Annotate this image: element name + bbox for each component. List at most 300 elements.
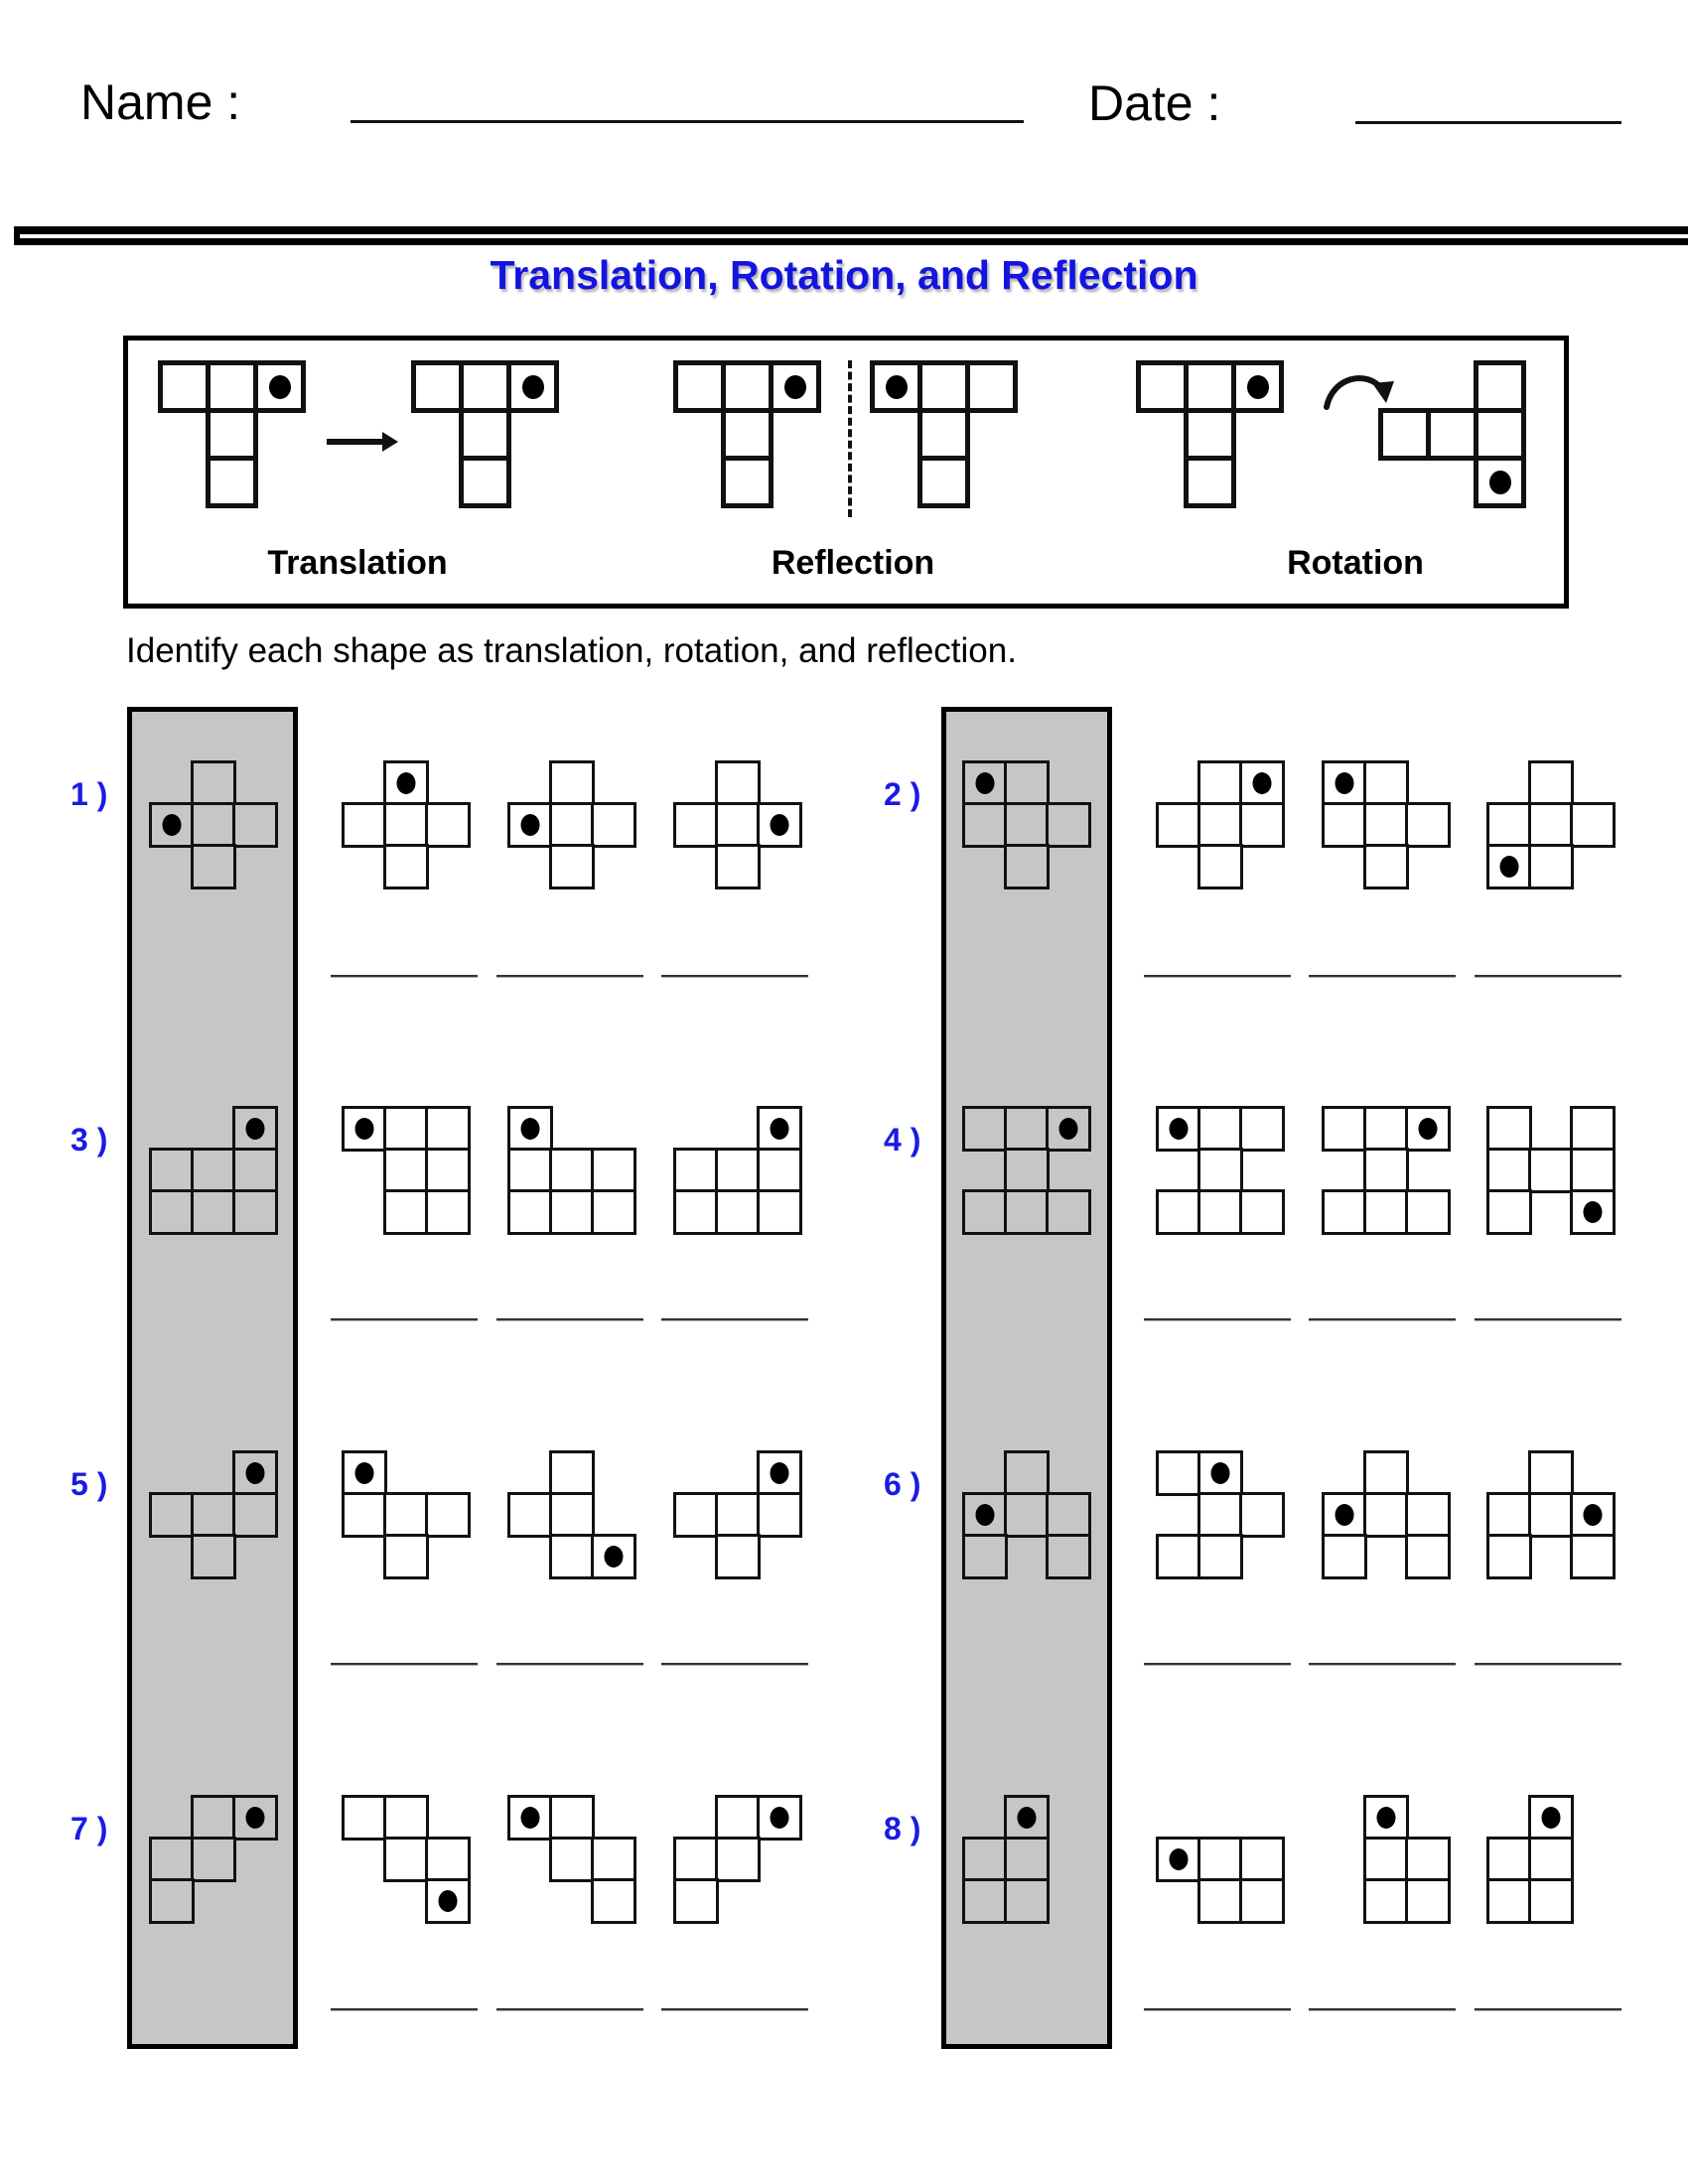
grid-cell	[1488, 1839, 1530, 1880]
grid-cell	[509, 1108, 551, 1150]
grid-cell	[1158, 1108, 1199, 1150]
grid-cell	[1199, 804, 1241, 846]
grid-cell	[385, 1536, 427, 1577]
grid-cell	[509, 1494, 551, 1536]
grid-cell	[234, 1494, 276, 1536]
marker-dot-icon	[1419, 1118, 1438, 1140]
marker-dot-icon	[1170, 1848, 1189, 1870]
grid-cell	[1006, 1150, 1048, 1191]
grid-cell	[717, 1536, 759, 1577]
grid-cell	[717, 1839, 759, 1880]
grid-cell	[1530, 1839, 1572, 1880]
translation-label: Translation	[267, 544, 448, 582]
grid-cell	[759, 1494, 800, 1536]
answer-field[interactable]	[496, 1318, 643, 1321]
answer-field[interactable]	[1144, 1318, 1291, 1321]
grid-cell	[193, 846, 234, 887]
grid-cell	[411, 360, 464, 413]
marker-dot-icon	[246, 1118, 265, 1140]
answer-field[interactable]	[661, 975, 808, 978]
option-shape	[675, 1452, 800, 1577]
grid-cell	[1241, 1839, 1283, 1880]
grid-cell	[1006, 1880, 1048, 1922]
option-shape	[1324, 1797, 1449, 1922]
answer-field[interactable]	[496, 2008, 643, 2011]
grid-cell	[1530, 1452, 1572, 1494]
grid-cell	[717, 762, 759, 804]
grid-cell	[759, 1797, 800, 1839]
grid-cell	[551, 846, 593, 887]
grid-cell	[344, 804, 385, 846]
grid-cell	[385, 1108, 427, 1150]
option-shape	[675, 762, 800, 887]
grid-cell	[427, 1880, 469, 1922]
marker-dot-icon	[784, 375, 806, 399]
grid-cell	[1572, 1108, 1614, 1150]
grid-cell	[385, 1839, 427, 1880]
grid-cell	[1365, 1108, 1407, 1150]
answer-field[interactable]	[661, 1318, 808, 1321]
marker-dot-icon	[522, 375, 544, 399]
grid-cell	[759, 1191, 800, 1233]
grid-cell	[427, 1839, 469, 1880]
grid-cell	[759, 1452, 800, 1494]
marker-dot-icon	[163, 814, 182, 836]
grid-cell	[717, 1797, 759, 1839]
grid-cell	[1324, 1494, 1365, 1536]
grid-cell	[234, 1452, 276, 1494]
grid-cell	[551, 1150, 593, 1191]
option-shape	[1158, 762, 1283, 887]
grid-cell	[917, 360, 970, 413]
grid-cell	[151, 1150, 193, 1191]
grid-cell	[1474, 408, 1526, 461]
grid-cell	[551, 762, 593, 804]
grid-cell	[1231, 360, 1284, 413]
option-shape	[1158, 1108, 1283, 1233]
grid-cell	[1378, 408, 1431, 461]
grid-cell	[427, 1108, 469, 1150]
grid-cell	[1488, 846, 1530, 887]
grid-cell	[509, 1191, 551, 1233]
grid-cell	[1006, 1191, 1048, 1233]
grid-cell	[1474, 360, 1526, 413]
answer-field[interactable]	[331, 1663, 478, 1666]
name-field[interactable]	[351, 120, 1024, 123]
grid-cell	[151, 1191, 193, 1233]
grid-cell	[1365, 1452, 1407, 1494]
grid-cell	[1006, 1108, 1048, 1150]
reference-shape	[151, 1797, 276, 1922]
option-shape	[344, 1108, 469, 1233]
grid-cell	[158, 360, 211, 413]
grid-cell	[1324, 1108, 1365, 1150]
grid-cell	[964, 804, 1006, 846]
grid-cell	[1407, 1191, 1449, 1233]
marker-dot-icon	[355, 1462, 374, 1484]
answer-field[interactable]	[1144, 2008, 1291, 2011]
grid-cell	[151, 804, 193, 846]
grid-cell	[721, 456, 774, 508]
date-field[interactable]	[1355, 121, 1621, 124]
grid-cell	[1241, 1191, 1283, 1233]
grid-cell	[1365, 1797, 1407, 1839]
grid-cell	[551, 804, 593, 846]
grid-cell	[427, 1191, 469, 1233]
answer-field[interactable]	[1475, 1663, 1621, 1666]
option-shape	[1488, 1452, 1614, 1577]
translation-arrow-icon	[327, 439, 384, 445]
answer-field[interactable]	[1309, 975, 1456, 978]
reference-shape	[151, 762, 276, 887]
grid-cell	[385, 1191, 427, 1233]
option-shape	[509, 1108, 634, 1233]
grid-cell	[1241, 762, 1283, 804]
grid-cell	[459, 456, 511, 508]
grid-cell	[385, 762, 427, 804]
option-shape	[1324, 1452, 1449, 1577]
grid-cell	[769, 360, 821, 413]
grid-cell	[1488, 1108, 1530, 1150]
grid-cell	[234, 1108, 276, 1150]
marker-dot-icon	[269, 375, 291, 399]
answer-field[interactable]	[496, 1663, 643, 1666]
grid-cell	[721, 408, 774, 461]
answer-field[interactable]	[331, 975, 478, 978]
grid-cell	[593, 1536, 634, 1577]
translation-arrow-head-icon	[382, 432, 398, 452]
marker-dot-icon	[1336, 1504, 1354, 1526]
grid-cell	[675, 1494, 717, 1536]
grid-cell	[509, 1797, 551, 1839]
option-shape	[1488, 1108, 1614, 1233]
marker-dot-icon	[1584, 1201, 1603, 1223]
grid-cell	[551, 1536, 593, 1577]
grid-cell	[206, 456, 258, 508]
grid-cell	[459, 408, 511, 461]
grid-cell	[1199, 1108, 1241, 1150]
answer-field[interactable]	[1144, 975, 1291, 978]
grid-cell	[551, 1797, 593, 1839]
grid-cell	[427, 1150, 469, 1191]
option-shape	[1324, 762, 1449, 887]
grid-cell	[551, 1839, 593, 1880]
grid-cell	[1365, 846, 1407, 887]
grid-cell	[1158, 1839, 1199, 1880]
marker-dot-icon	[439, 1890, 458, 1912]
answer-field[interactable]	[331, 2008, 478, 2011]
reflection-mirror-line	[848, 360, 852, 517]
grid-cell	[964, 1108, 1006, 1150]
marker-dot-icon	[771, 814, 789, 836]
grid-cell	[1048, 1536, 1089, 1577]
grid-cell	[234, 1797, 276, 1839]
problem-number: 1 )	[70, 776, 108, 812]
grid-cell	[1006, 1797, 1048, 1839]
rotation-arrow-icon	[1321, 367, 1400, 411]
grid-cell	[964, 1536, 1006, 1577]
answer-field[interactable]	[661, 2008, 808, 2011]
grid-cell	[385, 804, 427, 846]
option-shape	[1488, 1797, 1614, 1922]
grid-cell	[1572, 804, 1614, 846]
grid-cell	[1530, 804, 1572, 846]
marker-dot-icon	[1542, 1807, 1561, 1829]
grid-cell	[193, 1839, 234, 1880]
marker-dot-icon	[771, 1462, 789, 1484]
grid-cell	[675, 1191, 717, 1233]
grid-cell	[193, 1191, 234, 1233]
grid-cell	[1199, 846, 1241, 887]
option-shape	[344, 762, 469, 887]
reference-shape	[151, 1108, 276, 1233]
grid-cell	[551, 1494, 593, 1536]
grid-cell	[1324, 762, 1365, 804]
grid-cell	[1488, 1191, 1530, 1233]
grid-cell	[675, 804, 717, 846]
grid-cell	[1572, 1536, 1614, 1577]
grid-cell	[1241, 804, 1283, 846]
grid-cell	[1199, 1839, 1241, 1880]
grid-cell	[506, 360, 559, 413]
marker-dot-icon	[1584, 1504, 1603, 1526]
grid-cell	[234, 1191, 276, 1233]
grid-cell	[344, 1797, 385, 1839]
grid-cell	[759, 1108, 800, 1150]
grid-cell	[1572, 1191, 1614, 1233]
grid-cell	[151, 1494, 193, 1536]
marker-dot-icon	[1336, 772, 1354, 794]
grid-cell	[1199, 1494, 1241, 1536]
grid-cell	[1530, 1797, 1572, 1839]
marker-dot-icon	[521, 1118, 540, 1140]
grid-cell	[1048, 1191, 1089, 1233]
grid-cell	[1488, 804, 1530, 846]
problem-number: 4 )	[884, 1122, 921, 1158]
grid-cell	[717, 804, 759, 846]
grid-cell	[593, 1839, 634, 1880]
grid-cell	[234, 1150, 276, 1191]
marker-dot-icon	[521, 814, 540, 836]
grid-cell	[1136, 360, 1189, 413]
grid-cell	[1048, 804, 1089, 846]
reflection-label: Reflection	[771, 544, 935, 582]
grid-cell	[1572, 1494, 1614, 1536]
grid-cell	[1365, 762, 1407, 804]
grid-cell	[1474, 456, 1526, 508]
grid-cell	[675, 1839, 717, 1880]
problem-number: 2 )	[884, 776, 921, 812]
grid-cell	[193, 1536, 234, 1577]
grid-cell	[1324, 1536, 1365, 1577]
option-shape	[1324, 1108, 1449, 1233]
grid-cell	[917, 408, 970, 461]
grid-cell	[1199, 1150, 1241, 1191]
grid-cell	[1530, 846, 1572, 887]
grid-cell	[551, 1452, 593, 1494]
grid-cell	[344, 1108, 385, 1150]
grid-cell	[675, 1880, 717, 1922]
grid-cell	[964, 1880, 1006, 1922]
grid-cell	[964, 1839, 1006, 1880]
grid-cell	[1530, 1494, 1572, 1536]
grid-cell	[385, 846, 427, 887]
grid-cell	[1006, 1494, 1048, 1536]
answer-field[interactable]	[1309, 1663, 1456, 1666]
answer-field[interactable]	[496, 975, 643, 978]
grid-cell	[759, 804, 800, 846]
answer-field[interactable]	[1144, 1663, 1291, 1666]
grid-cell	[593, 804, 634, 846]
page-title: Translation, Rotation, and Reflection	[490, 252, 1198, 298]
grid-cell	[964, 1191, 1006, 1233]
grid-cell	[1407, 1880, 1449, 1922]
option-shape	[344, 1452, 469, 1577]
grid-cell	[206, 360, 258, 413]
option-shape	[509, 1452, 634, 1577]
grid-cell	[1530, 762, 1572, 804]
grid-cell	[1048, 1108, 1089, 1150]
grid-cell	[1530, 1150, 1572, 1191]
grid-cell	[1158, 1536, 1199, 1577]
grid-cell	[193, 762, 234, 804]
grid-cell	[1006, 804, 1048, 846]
grid-cell	[1048, 1494, 1089, 1536]
option-shape	[344, 1797, 469, 1922]
grid-cell	[1324, 804, 1365, 846]
grid-cell	[1365, 1880, 1407, 1922]
problem-number: 7 )	[70, 1811, 108, 1846]
grid-cell	[193, 1797, 234, 1839]
grid-cell	[206, 408, 258, 461]
grid-cell	[964, 1494, 1006, 1536]
marker-dot-icon	[1500, 856, 1519, 878]
grid-cell	[1488, 1150, 1530, 1191]
grid-cell	[721, 360, 774, 413]
grid-cell	[964, 762, 1006, 804]
marker-dot-icon	[886, 375, 908, 399]
marker-dot-icon	[1253, 772, 1272, 794]
grid-cell	[675, 1150, 717, 1191]
grid-cell	[1407, 1536, 1449, 1577]
grid-cell	[1006, 846, 1048, 887]
grid-cell	[151, 1839, 193, 1880]
grid-cell	[509, 804, 551, 846]
grid-cell	[193, 1494, 234, 1536]
grid-cell	[1199, 1191, 1241, 1233]
problem-number: 6 )	[884, 1466, 921, 1502]
answer-field[interactable]	[1475, 975, 1621, 978]
name-label: Name :	[80, 74, 241, 130]
grid-cell	[1241, 1108, 1283, 1150]
option-shape	[1158, 1452, 1283, 1577]
grid-cell	[427, 1494, 469, 1536]
grid-cell	[1488, 1880, 1530, 1922]
option-shape	[675, 1797, 800, 1922]
marker-dot-icon	[1170, 1118, 1189, 1140]
grid-cell	[1324, 1191, 1365, 1233]
grid-cell	[1199, 1452, 1241, 1494]
grid-cell	[385, 1797, 427, 1839]
grid-cell	[593, 1150, 634, 1191]
grid-cell	[593, 1191, 634, 1233]
reference-shape	[964, 762, 1089, 887]
grid-cell	[385, 1150, 427, 1191]
marker-dot-icon	[1059, 1118, 1078, 1140]
grid-cell	[717, 1150, 759, 1191]
grid-cell	[1199, 762, 1241, 804]
marker-dot-icon	[397, 772, 416, 794]
grid-cell	[870, 360, 922, 413]
answer-field[interactable]	[1309, 2008, 1456, 2011]
grid-cell	[344, 1494, 385, 1536]
marker-dot-icon	[521, 1807, 540, 1829]
problem-number: 8 )	[884, 1811, 921, 1846]
grid-cell	[551, 1191, 593, 1233]
option-shape	[509, 1797, 634, 1922]
rotation-label: Rotation	[1287, 544, 1424, 582]
option-shape	[675, 1108, 800, 1233]
answer-field[interactable]	[1309, 1318, 1456, 1321]
answer-field[interactable]	[661, 1663, 808, 1666]
marker-dot-icon	[771, 1807, 789, 1829]
answer-field[interactable]	[1475, 1318, 1621, 1321]
marker-dot-icon	[246, 1807, 265, 1829]
grid-cell	[1407, 804, 1449, 846]
answer-field[interactable]	[1475, 2008, 1621, 2011]
marker-dot-icon	[605, 1546, 624, 1568]
option-shape	[1158, 1797, 1283, 1922]
grid-cell	[1407, 1108, 1449, 1150]
grid-cell	[593, 1880, 634, 1922]
header-divider-gap	[20, 234, 1688, 238]
reference-shape	[964, 1797, 1089, 1922]
grid-cell	[1006, 1839, 1048, 1880]
problem-number: 3 )	[70, 1122, 108, 1158]
grid-cell	[253, 360, 306, 413]
marker-dot-icon	[1018, 1807, 1037, 1829]
grid-cell	[1572, 1150, 1614, 1191]
grid-cell	[1407, 1839, 1449, 1880]
grid-cell	[344, 1452, 385, 1494]
grid-cell	[717, 1191, 759, 1233]
grid-cell	[1365, 1494, 1407, 1536]
grid-cell	[151, 1880, 193, 1922]
grid-cell	[917, 456, 970, 508]
grid-cell	[759, 1150, 800, 1191]
grid-cell	[509, 1150, 551, 1191]
grid-cell	[427, 804, 469, 846]
grid-cell	[193, 804, 234, 846]
grid-cell	[1241, 1494, 1283, 1536]
grid-cell	[1199, 1880, 1241, 1922]
grid-cell	[1530, 1880, 1572, 1922]
grid-cell	[1158, 1191, 1199, 1233]
grid-cell	[1184, 408, 1236, 461]
grid-cell	[1158, 804, 1199, 846]
grid-cell	[1426, 408, 1478, 461]
problem-number: 5 )	[70, 1466, 108, 1502]
grid-cell	[1365, 1191, 1407, 1233]
grid-cell	[673, 360, 726, 413]
grid-cell	[1184, 456, 1236, 508]
grid-cell	[234, 804, 276, 846]
reference-shape	[964, 1108, 1089, 1233]
grid-cell	[385, 1494, 427, 1536]
answer-field[interactable]	[331, 1318, 478, 1321]
grid-cell	[1241, 1880, 1283, 1922]
grid-cell	[1488, 1494, 1530, 1536]
